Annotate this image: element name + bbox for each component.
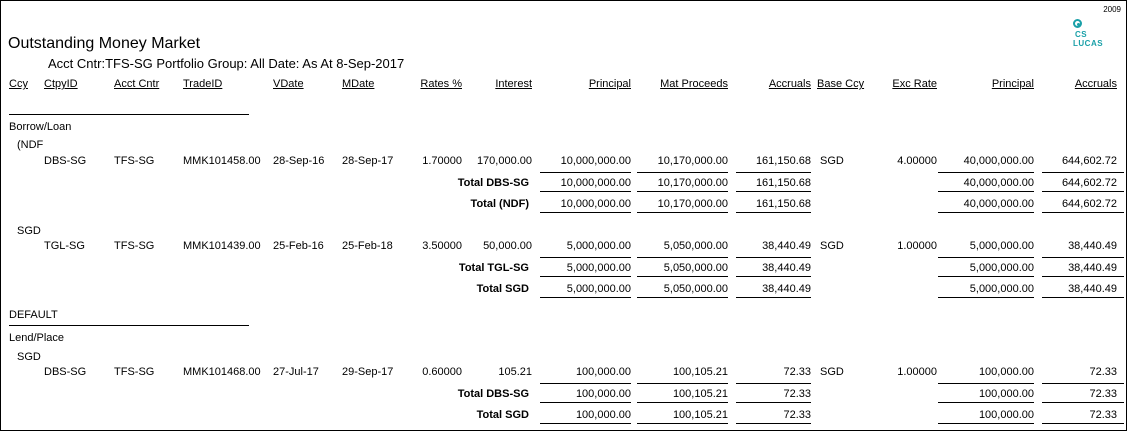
total-mat-proceeds: 5,050,000.00 — [663, 283, 728, 295]
cell-ctpy: TGL-SG — [44, 240, 85, 252]
cell-mat-proceeds: 10,170,000.00 — [657, 155, 728, 167]
rule — [1042, 402, 1124, 403]
subtotal-accruals: 161,150.68 — [755, 177, 811, 189]
cell-trade: MMK101468.00 — [183, 366, 261, 378]
cell-accruals-base: 38,440.49 — [1068, 240, 1117, 252]
logo-text-line2: LUCAS — [1073, 39, 1104, 48]
cell-accruals: 161,150.68 — [755, 155, 811, 167]
report-title: Outstanding Money Market — [8, 35, 201, 52]
rule — [1042, 383, 1124, 384]
rule — [938, 257, 1034, 258]
rule — [938, 276, 1034, 277]
subtotal-label: Total TGL-SG — [458, 262, 529, 274]
total-principal-base: 5,000,000.00 — [969, 283, 1034, 295]
col-rates: Rates % — [420, 78, 462, 90]
total-principal-base: 100,000.00 — [978, 409, 1034, 421]
report-subtitle: Acct Cntr:TFS-SG Portfolio Group: All Date: As At 8-Sep-2017 — [48, 56, 405, 71]
subtotal-principal-base: 100,000.00 — [978, 388, 1034, 400]
rule — [1042, 297, 1124, 298]
cs-lucas-logo — [1070, 19, 1114, 53]
cell-acct: TFS-SG — [114, 366, 155, 378]
subtotal-principal: 10,000,000.00 — [560, 177, 631, 189]
cell-vdate: 28-Sep-16 — [273, 155, 325, 167]
rule — [637, 276, 728, 277]
group-ccy-ndf: (NDF — [17, 139, 44, 151]
rule — [637, 297, 728, 298]
subtotal-mat-proceeds: 5,050,000.00 — [663, 262, 728, 274]
cell-base-ccy: SGD — [820, 240, 844, 252]
total-principal: 10,000,000.00 — [560, 198, 631, 210]
cell-vdate: 27-Jul-17 — [273, 366, 319, 378]
rule — [540, 276, 631, 277]
subtotal-mat-proceeds: 10,170,000.00 — [657, 177, 728, 189]
col-trade: TradeID — [183, 78, 223, 90]
rule — [540, 191, 631, 192]
cell-acct: TFS-SG — [114, 155, 155, 167]
cell-trade: MMK101458.00 — [183, 155, 261, 167]
cell-exc-rate: 1.00000 — [897, 240, 937, 252]
cell-rate: 1.70000 — [422, 155, 462, 167]
rule — [736, 297, 811, 298]
subtotal-label: Total DBS-SG — [457, 388, 529, 400]
subtotal-accruals-base: 72.33 — [1089, 388, 1117, 400]
rule — [1042, 257, 1124, 258]
rule — [938, 212, 1034, 213]
section-divider — [9, 325, 249, 326]
cell-interest: 105.21 — [498, 366, 532, 378]
cell-rate: 3.50000 — [422, 240, 462, 252]
cell-mdate: 25-Feb-18 — [342, 240, 393, 252]
page-number: 2009 — [1103, 5, 1121, 14]
rule — [637, 423, 728, 424]
col-mdate: MDate — [342, 78, 375, 90]
cell-exc-rate: 4.00000 — [897, 155, 937, 167]
rule — [1042, 172, 1124, 173]
total-accruals: 161,150.68 — [755, 198, 811, 210]
cell-base-ccy: SGD — [820, 155, 844, 167]
rule — [637, 257, 728, 258]
rule — [1042, 423, 1124, 424]
rule — [938, 191, 1034, 192]
section-label-borrow-loan: Borrow/Loan — [9, 121, 72, 133]
col-base-ccy: Base Ccy — [817, 78, 865, 90]
rule — [540, 297, 631, 298]
cell-trade: MMK101439.00 — [183, 240, 261, 252]
rule — [938, 383, 1034, 384]
rule — [736, 172, 811, 173]
col-principal-base: Principal — [991, 78, 1034, 90]
total-accruals-base: 644,602.72 — [1061, 198, 1117, 210]
rule — [736, 402, 811, 403]
rule — [637, 191, 728, 192]
rule — [540, 172, 631, 173]
subtotal-label: Total DBS-SG — [457, 177, 529, 189]
col-ccy: Ccy — [9, 78, 28, 90]
col-mat-proceeds: Mat Proceeds — [660, 78, 728, 90]
subtotal-accruals-base: 38,440.49 — [1068, 262, 1117, 274]
subtotal-principal: 100,000.00 — [575, 388, 631, 400]
cell-ctpy: DBS-SG — [44, 155, 87, 167]
cell-rate: 0.60000 — [422, 366, 462, 378]
rule — [736, 191, 811, 192]
rule — [938, 423, 1034, 424]
subtotal-accruals-base: 644,602.72 — [1061, 177, 1117, 189]
rule — [540, 423, 631, 424]
rule — [540, 383, 631, 384]
subtotal-principal-base: 5,000,000.00 — [969, 262, 1034, 274]
col-ctpy: CtpyID — [44, 78, 78, 90]
col-vdate: VDate — [273, 78, 304, 90]
rule — [938, 402, 1034, 403]
total-label: Total (NDF) — [470, 198, 529, 210]
rule — [736, 276, 811, 277]
group-ccy-sgd: SGD — [17, 351, 41, 363]
rule — [1042, 191, 1124, 192]
subtotal-principal-base: 40,000,000.00 — [963, 177, 1034, 189]
total-principal: 5,000,000.00 — [566, 283, 631, 295]
subtotal-mat-proceeds: 100,105.21 — [672, 388, 728, 400]
col-principal: Principal — [588, 78, 631, 90]
subtotal-accruals: 72.33 — [783, 388, 811, 400]
rule — [637, 402, 728, 403]
rule — [637, 212, 728, 213]
cell-vdate: 25-Feb-16 — [273, 240, 324, 252]
rule — [736, 383, 811, 384]
rule — [736, 257, 811, 258]
cell-mdate: 29-Sep-17 — [342, 366, 394, 378]
cell-principal: 5,000,000.00 — [566, 240, 631, 252]
cell-principal-base: 100,000.00 — [978, 366, 1034, 378]
cell-mat-proceeds: 5,050,000.00 — [663, 240, 728, 252]
rule — [938, 297, 1034, 298]
col-acct: Acct Cntr — [114, 78, 160, 90]
total-accruals: 72.33 — [783, 409, 811, 421]
total-accruals: 38,440.49 — [762, 283, 811, 295]
total-mat-proceeds: 100,105.21 — [672, 409, 728, 421]
cell-principal: 100,000.00 — [575, 366, 631, 378]
cell-principal-base: 40,000,000.00 — [963, 155, 1034, 167]
cell-acct: TFS-SG — [114, 240, 155, 252]
logo-mark-icon — [1073, 19, 1082, 28]
cell-interest: 170,000.00 — [476, 155, 532, 167]
rule — [540, 212, 631, 213]
cell-accruals: 38,440.49 — [762, 240, 811, 252]
section-divider — [9, 114, 249, 115]
rule — [637, 383, 728, 384]
rule — [540, 257, 631, 258]
total-accruals-base: 38,440.49 — [1068, 283, 1117, 295]
cell-mat-proceeds: 100,105.21 — [672, 366, 728, 378]
rule — [540, 402, 631, 403]
cell-exc-rate: 1.00000 — [897, 366, 937, 378]
rule — [938, 172, 1034, 173]
rule — [736, 212, 811, 213]
cell-principal: 10,000,000.00 — [560, 155, 631, 167]
cell-principal-base: 5,000,000.00 — [969, 240, 1034, 252]
total-accruals-base: 72.33 — [1089, 409, 1117, 421]
logo-text-line1: CS — [1075, 30, 1088, 39]
total-principal: 100,000.00 — [575, 409, 631, 421]
cell-accruals: 72.33 — [783, 366, 811, 378]
portfolio-label: DEFAULT — [9, 309, 58, 321]
rule — [1042, 276, 1124, 277]
cell-accruals-base: 72.33 — [1089, 366, 1117, 378]
col-exc-rate: Exc Rate — [892, 78, 937, 90]
subtotal-accruals: 38,440.49 — [762, 262, 811, 274]
group-ccy-sgd: SGD — [17, 225, 41, 237]
cell-ctpy: DBS-SG — [44, 366, 87, 378]
rule — [736, 423, 811, 424]
col-accruals: Accruals — [768, 78, 811, 90]
cell-accruals-base: 644,602.72 — [1061, 155, 1117, 167]
total-label: Total SGD — [476, 409, 529, 421]
subtotal-principal: 5,000,000.00 — [566, 262, 631, 274]
cell-interest: 50,000.00 — [483, 240, 532, 252]
section-label-lend-place: Lend/Place — [9, 332, 65, 344]
total-label: Total SGD — [476, 283, 529, 295]
total-principal-base: 40,000,000.00 — [963, 198, 1034, 210]
cell-base-ccy: SGD — [820, 366, 844, 378]
rule — [1042, 212, 1124, 213]
cell-mdate: 28-Sep-17 — [342, 155, 394, 167]
total-mat-proceeds: 10,170,000.00 — [657, 198, 728, 210]
col-interest: Interest — [495, 78, 532, 90]
rule — [637, 172, 728, 173]
col-accruals-base: Accruals — [1074, 78, 1117, 90]
